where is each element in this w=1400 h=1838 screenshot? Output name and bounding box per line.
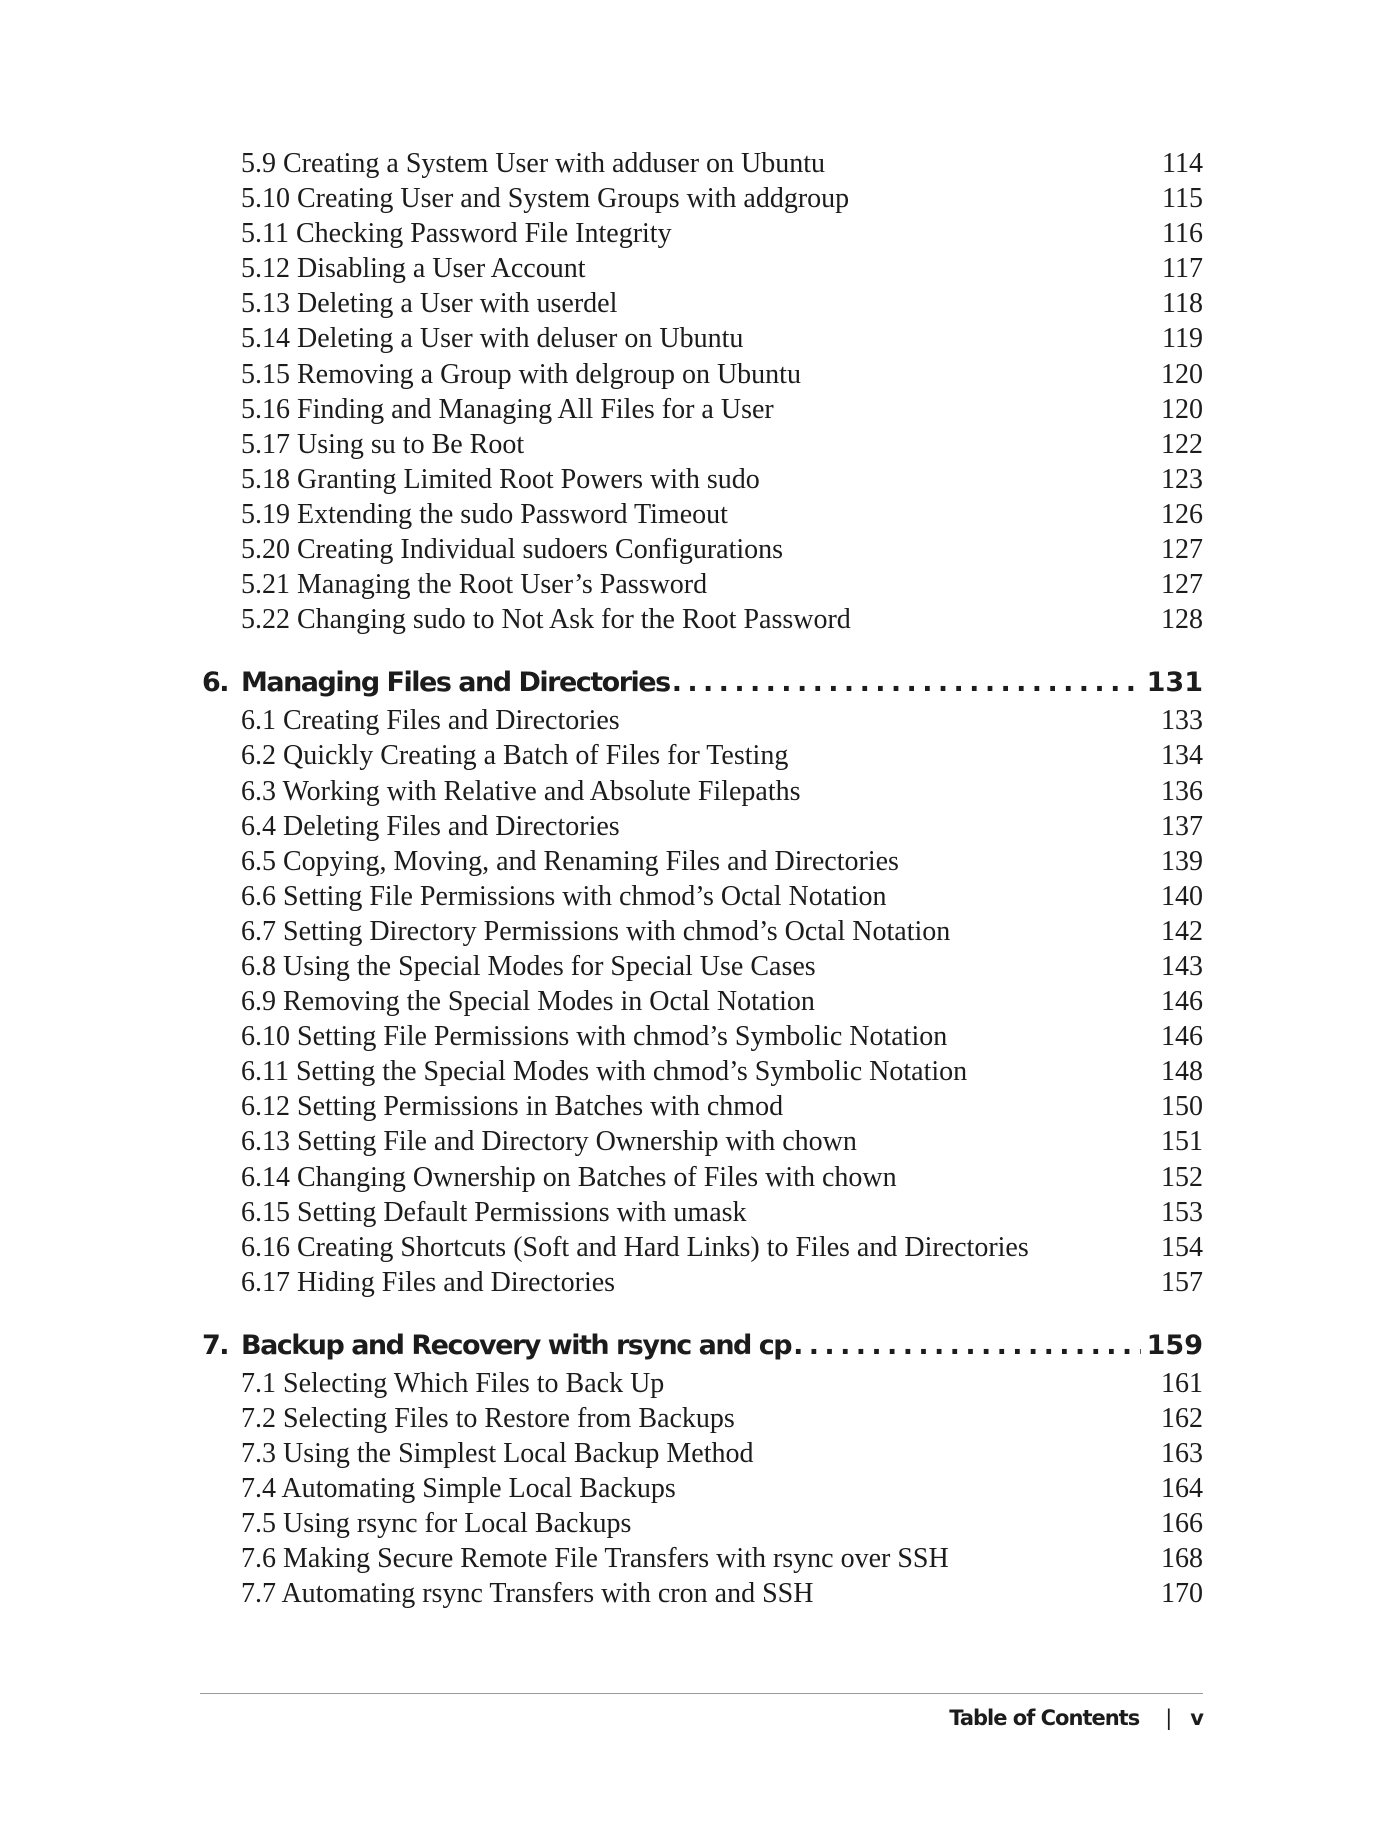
- toc-entry[interactable]: [202, 1089, 1203, 1124]
- toc-entry[interactable]: [202, 181, 1203, 216]
- toc-entry[interactable]: [202, 1366, 1203, 1401]
- toc-entry[interactable]: [202, 738, 1203, 773]
- toc-entry-page-number: 133: [1161, 705, 1203, 737]
- toc-entry[interactable]: [202, 321, 1203, 356]
- toc-entry-title: 6.15 Setting Default Permissions with umask: [241, 1196, 747, 1228]
- chapter-number: 7.: [202, 1329, 229, 1361]
- toc-entry-title: 6.5 Copying, Moving, and Renaming Files and Directories: [241, 845, 899, 877]
- toc-entry-title: 6.13 Setting File and Directory Ownership with chown: [241, 1126, 857, 1158]
- toc-entry-title: 6.4 Deleting Files and Directories: [241, 810, 620, 842]
- toc-entry-page-number: 119: [1162, 323, 1203, 355]
- toc-entry-page-number: 127: [1161, 569, 1203, 601]
- chapter-heading[interactable]: [202, 1326, 1203, 1366]
- toc-entry[interactable]: [202, 1124, 1203, 1159]
- toc-entry-page-number: 170: [1161, 1578, 1203, 1610]
- toc-entry[interactable]: [202, 1471, 1203, 1506]
- toc-entry-page-number: 150: [1161, 1091, 1203, 1123]
- toc-entry[interactable]: [202, 286, 1203, 321]
- toc-entry-page-number: 157: [1161, 1266, 1203, 1298]
- toc-entry[interactable]: [202, 1265, 1203, 1300]
- footer-divider: [200, 1693, 1203, 1694]
- toc-entry[interactable]: [202, 1019, 1203, 1054]
- toc-entry-page-number: 126: [1161, 498, 1203, 530]
- toc-entry-page-number: 120: [1161, 358, 1203, 390]
- toc-entry-title: 5.10 Creating User and System Groups with addgroup: [241, 183, 850, 215]
- chapter-page-number: 131: [1146, 667, 1203, 699]
- toc-entry-title: 5.16 Finding and Managing All Files for a User: [241, 393, 774, 425]
- toc-entry[interactable]: [202, 1401, 1203, 1436]
- toc-entry-title: 5.19 Extending the sudo Password Timeout: [241, 498, 728, 530]
- toc-entry-title: 5.18 Granting Limited Root Powers with sudo: [241, 463, 760, 495]
- footer-separator: |: [1165, 1706, 1173, 1730]
- footer-page-number: v: [1190, 1706, 1203, 1730]
- toc-entry[interactable]: [202, 984, 1203, 1019]
- toc-entry-page-number: 122: [1161, 428, 1203, 460]
- toc-entry-page-number: 117: [1162, 253, 1203, 285]
- toc-entry-page-number: 154: [1161, 1231, 1203, 1263]
- toc-entry-title: 6.7 Setting Directory Permissions with chmod’s Octal Notation: [241, 915, 951, 947]
- toc-entry-page-number: 128: [1161, 604, 1203, 636]
- toc-entry[interactable]: [202, 844, 1203, 879]
- toc-entry-title: 6.8 Using the Special Modes for Special Use Cases: [241, 950, 816, 982]
- toc-entry-title: 7.3 Using the Simplest Local Backup Method: [241, 1438, 754, 1470]
- toc-entry-title: 6.17 Hiding Files and Directories: [241, 1266, 616, 1298]
- toc-entry-page-number: 142: [1161, 915, 1203, 947]
- toc-entry-page-number: 136: [1161, 775, 1203, 807]
- toc-entry-title: 5.12 Disabling a User Account: [241, 253, 586, 285]
- toc-entry-page-number: 118: [1162, 288, 1203, 320]
- toc-entry-title: 6.2 Quickly Creating a Batch of Files for Testing: [241, 740, 789, 772]
- toc-entry-page-number: 140: [1161, 880, 1203, 912]
- toc-entry[interactable]: [202, 357, 1203, 392]
- toc-entry-page-number: 148: [1161, 1056, 1203, 1088]
- toc-entry-title: 7.7 Automating rsync Transfers with cron and SSH: [241, 1578, 814, 1610]
- toc-entry-title: 5.17 Using su to Be Root: [241, 428, 525, 460]
- chapter-title: Managing Files and Directories: [241, 667, 670, 699]
- toc-entry-page-number: 153: [1161, 1196, 1203, 1228]
- toc-entry-page-number: 164: [1161, 1473, 1203, 1505]
- table-of-contents: [202, 146, 1203, 1612]
- toc-entry[interactable]: [202, 251, 1203, 286]
- toc-entry-page-number: 137: [1161, 810, 1203, 842]
- toc-entry-title: 7.4 Automating Simple Local Backups: [241, 1473, 676, 1505]
- chapter-title: Backup and Recovery with rsync and cp: [241, 1329, 792, 1361]
- toc-entry-title: 6.11 Setting the Special Modes with chmod’s Symbolic Notation: [241, 1056, 968, 1088]
- toc-entry[interactable]: [202, 1230, 1203, 1265]
- toc-entry-page-number: 123: [1161, 463, 1203, 495]
- toc-entry-title: 5.21 Managing the Root User’s Password: [241, 569, 708, 601]
- toc-entry[interactable]: [202, 1576, 1203, 1611]
- toc-entry-title: 6.12 Setting Permissions in Batches with chmod: [241, 1091, 784, 1123]
- toc-entry-page-number: 115: [1162, 183, 1203, 215]
- toc-entry-page-number: 163: [1161, 1438, 1203, 1470]
- toc-entry-title: 5.11 Checking Password File Integrity: [241, 218, 672, 250]
- toc-entry[interactable]: [202, 602, 1203, 637]
- toc-entry-page-number: 166: [1161, 1508, 1203, 1540]
- toc-entry-title: 7.1 Selecting Which Files to Back Up: [241, 1367, 665, 1399]
- toc-entry[interactable]: [202, 879, 1203, 914]
- toc-entry-page-number: 162: [1161, 1403, 1203, 1434]
- toc-entry-page-number: 116: [1162, 218, 1203, 250]
- toc-entry-title: 5.9 Creating a System User with adduser on Ubuntu: [241, 148, 826, 179]
- toc-entry-page-number: 161: [1161, 1367, 1203, 1399]
- toc-entry-title: 7.6 Making Secure Remote File Transfers with rsync over SSH: [241, 1543, 949, 1575]
- toc-entry-title: 6.3 Working with Relative and Absolute Filepaths: [241, 775, 801, 807]
- footer-label: Table of Contents: [949, 1706, 1140, 1730]
- page-footer: [949, 1702, 1203, 1734]
- dot-leader: [672, 663, 1141, 703]
- toc-entry-title: 7.5 Using rsync for Local Backups: [241, 1508, 632, 1540]
- toc-entry[interactable]: [202, 462, 1203, 497]
- toc-entry-title: 6.6 Setting File Permissions with chmod’s Octal Notation: [241, 880, 887, 912]
- toc-entry-page-number: 146: [1161, 1021, 1203, 1053]
- toc-entry-title: 6.9 Removing the Special Modes in Octal Notation: [241, 986, 815, 1018]
- toc-entry-title: 5.22 Changing sudo to Not Ask for the Root Password: [241, 604, 851, 636]
- toc-entry[interactable]: [202, 914, 1203, 949]
- toc-entry-title: 6.1 Creating Files and Directories: [241, 705, 620, 737]
- toc-entry-title: 7.2 Selecting Files to Restore from Backups: [241, 1403, 735, 1434]
- toc-entry[interactable]: [202, 146, 1203, 181]
- toc-entry-title: 5.20 Creating Individual sudoers Configurations: [241, 534, 784, 566]
- toc-entry-page-number: 139: [1161, 845, 1203, 877]
- toc-entry[interactable]: [202, 1160, 1203, 1195]
- toc-entry[interactable]: [202, 1506, 1203, 1541]
- toc-entry-page-number: 127: [1161, 534, 1203, 566]
- toc-entry[interactable]: [202, 567, 1203, 602]
- toc-entry[interactable]: [202, 1541, 1203, 1576]
- toc-entry[interactable]: [202, 1195, 1203, 1230]
- chapter-number: 6.: [202, 667, 229, 699]
- toc-entry-page-number: 143: [1161, 950, 1203, 982]
- toc-entry-title: 5.15 Removing a Group with delgroup on Ubuntu: [241, 358, 801, 390]
- toc-entry[interactable]: [202, 809, 1203, 844]
- toc-entry-title: 5.13 Deleting a User with userdel: [241, 288, 618, 320]
- toc-entry-title: 6.14 Changing Ownership on Batches of Files with chown: [241, 1161, 897, 1193]
- toc-entry[interactable]: [202, 774, 1203, 809]
- toc-entry-page-number: 152: [1161, 1161, 1203, 1193]
- toc-entry-title: 5.14 Deleting a User with deluser on Ubuntu: [241, 323, 744, 355]
- toc-entry[interactable]: [202, 532, 1203, 567]
- toc-entry[interactable]: [202, 392, 1203, 427]
- toc-entry-page-number: 146: [1161, 986, 1203, 1018]
- toc-entry[interactable]: [202, 216, 1203, 251]
- toc-entry[interactable]: [202, 703, 1203, 738]
- toc-entry-page-number: 114: [1162, 148, 1203, 179]
- dot-leader: [793, 1326, 1141, 1366]
- toc-entry[interactable]: [202, 1436, 1203, 1471]
- toc-entry-title: 6.10 Setting File Permissions with chmod’s Symbolic Notation: [241, 1021, 948, 1053]
- toc-entry[interactable]: [202, 427, 1203, 462]
- chapter-heading[interactable]: [202, 663, 1203, 703]
- toc-entry-page-number: 134: [1161, 740, 1203, 772]
- toc-entry-title: 6.16 Creating Shortcuts (Soft and Hard Links) to Files and Directories: [241, 1231, 1029, 1263]
- toc-entry[interactable]: [202, 949, 1203, 984]
- toc-entry[interactable]: [202, 1054, 1203, 1089]
- toc-entry-page-number: 151: [1161, 1126, 1203, 1158]
- toc-entry-page-number: 168: [1161, 1543, 1203, 1575]
- toc-entry[interactable]: [202, 497, 1203, 532]
- chapter-page-number: 159: [1146, 1329, 1203, 1361]
- toc-entry-page-number: 120: [1161, 393, 1203, 425]
